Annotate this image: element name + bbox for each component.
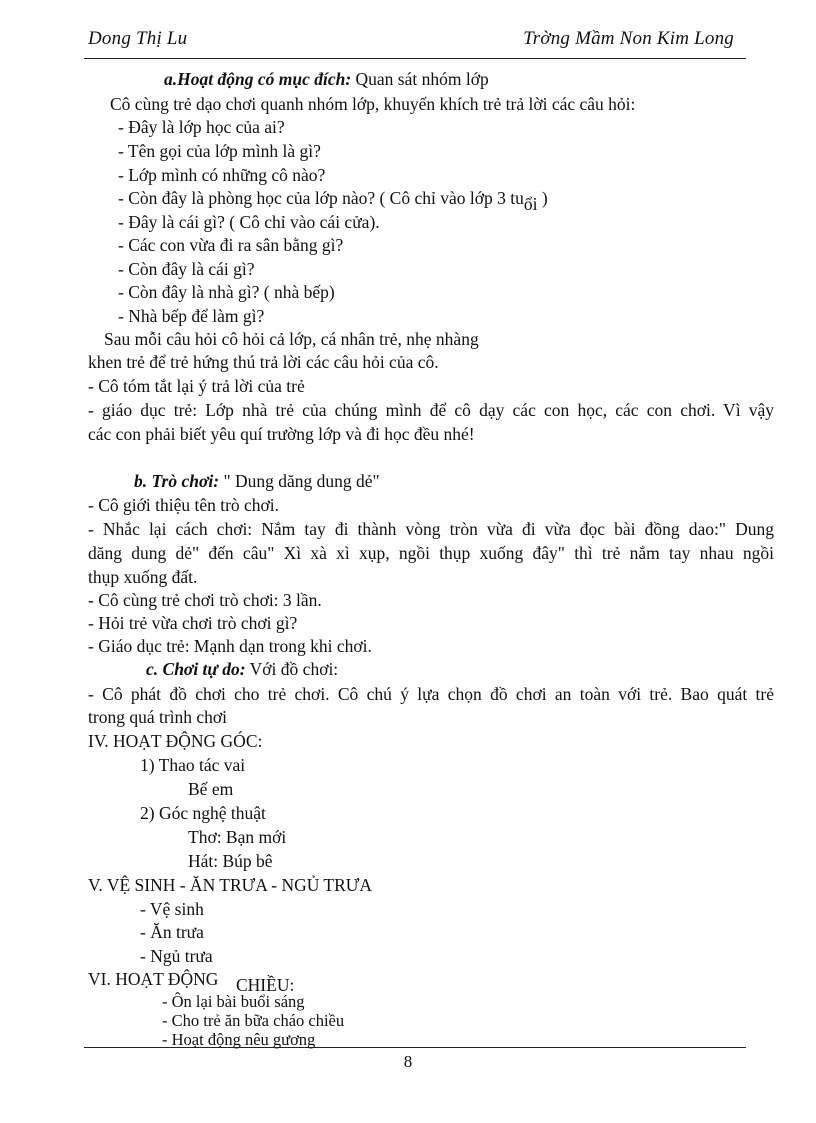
nap-item: - Ngủ trưa	[140, 946, 213, 966]
game-line-3: dăng dung dẻ" đến câu" Xì xà xì xụp, ngồi thụp xuống đây" thì trẻ nắm tay nhau ngồi	[88, 543, 774, 563]
section-b-title: b. Trò chơi:	[134, 471, 220, 491]
question-4-text: - Còn đây là phòng học của lớp nào? ( Cô chỉ vào lớp 3 tu	[118, 188, 524, 208]
section-b-title-rest: " Dung dăng dung dẻ"	[219, 471, 380, 491]
after-questions-2: khen trẻ để trẻ hứng thú trả lời các câu hỏi của cô.	[88, 352, 439, 372]
corner-1: 1) Thao tác vai	[140, 755, 246, 775]
after-questions-1: Sau mỗi câu hỏi cô hỏi cả lớp, cá nhân trẻ, nhẹ nhàng	[104, 329, 479, 349]
question-6: - Các con vừa đi ra sân bằng gì?	[118, 235, 344, 255]
corner-2: 2) Góc nghệ thuật	[140, 803, 266, 823]
section-a-title-rest: Quan sát nhóm lớp	[351, 69, 489, 89]
section-c-heading	[146, 658, 338, 680]
game-line-4: thụp xuống đất.	[88, 567, 198, 587]
summary-line: - Cô tóm tắt lại ý trả lời của trẻ	[88, 376, 305, 396]
section-b-heading	[134, 470, 380, 492]
afternoon-item-3: - Hoạt động nêu gương	[162, 1030, 316, 1049]
education-line-2: các con phải biết yêu quí trường lớp và đi học đều nhé!	[88, 424, 475, 444]
section-a-intro: Cô cùng trẻ dạo chơi quanh nhóm lớp, khuyến khích trẻ trả lời các câu hỏi:	[110, 94, 636, 114]
corner-1-activity: Bế em	[188, 779, 234, 799]
section-vi-title: VI. HOẠT ĐỘNG	[88, 969, 219, 989]
section-c-title-rest: Với đồ chơi:	[245, 659, 339, 679]
game-line-7: - Giáo dục trẻ: Mạnh dạn trong khi chơi.	[88, 636, 372, 656]
corner-2-song: Hát: Búp bê	[188, 851, 273, 871]
question-4-end: )	[537, 188, 548, 208]
section-a-heading	[164, 68, 489, 90]
afternoon-item-1: - Ôn lại bài buổi sáng	[162, 992, 305, 1011]
section-iv-title: IV. HOẠT ĐỘNG GÓC:	[88, 731, 263, 751]
section-vi-title-tail: CHIỀU:	[236, 975, 295, 995]
page-number: 8	[403, 1052, 413, 1071]
game-line-6: - Hỏi trẻ vừa chơi trò chơi gì?	[88, 613, 298, 633]
footer-rule	[84, 1047, 746, 1048]
section-a-title: a.Hoạt động có mục đích:	[164, 69, 352, 89]
question-2: - Tên gọi của lớp mình là gì?	[118, 141, 321, 161]
game-line-2: - Nhắc lại cách chơi: Nắm tay đi thành vòng tròn vừa đi vừa đọc bài đồng dao:" Dung	[88, 519, 774, 539]
question-3: - Lớp mình có những cô nào?	[118, 165, 326, 185]
question-7: - Còn đây là cái gì?	[118, 259, 255, 279]
question-9: - Nhà bếp để làm gì?	[118, 306, 265, 326]
corner-2-poem: Thơ: Bạn mới	[188, 827, 287, 847]
hygiene-item: - Vệ sinh	[140, 899, 204, 919]
free-play-line-2: trong quá trình chơi	[88, 707, 228, 727]
header-author: Dong Thị Lu	[88, 28, 188, 49]
lunch-item: - Ăn trưa	[140, 922, 204, 942]
question-8: - Còn đây là nhà gì? ( nhà bếp)	[118, 282, 335, 302]
question-4-sub: ổi	[523, 194, 538, 214]
afternoon-item-2: - Cho trẻ ăn bữa cháo chiều	[162, 1011, 345, 1030]
section-c-title: c. Chơi tự do:	[146, 659, 246, 679]
header-rule	[84, 58, 746, 59]
question-5: - Đây là cái gì? ( Cô chỉ vào cái cửa).	[118, 212, 380, 232]
question-1: - Đây là lớp học của ai?	[118, 117, 285, 137]
education-line-1: - giáo dục trẻ: Lớp nhà trẻ của chúng mình để cô dạy các con học, các con chơi. Vì vậy	[88, 400, 774, 420]
game-line-1: - Cô giới thiệu tên trò chơi.	[88, 495, 280, 515]
header-school: Trờng Mầm Non Kim Long	[523, 28, 734, 49]
game-line-5: - Cô cùng trẻ chơi trò chơi: 3 lần.	[88, 590, 322, 610]
free-play-line-1: - Cô phát đồ chơi cho trẻ chơi. Cô chú ý lựa chọn đồ chơi an toàn với trẻ. Bao quát trẻ	[88, 684, 774, 704]
question-4	[118, 187, 548, 214]
section-v-title: V. VỆ SINH - ĂN TRƯA - NGỦ TRƯA	[88, 875, 373, 895]
